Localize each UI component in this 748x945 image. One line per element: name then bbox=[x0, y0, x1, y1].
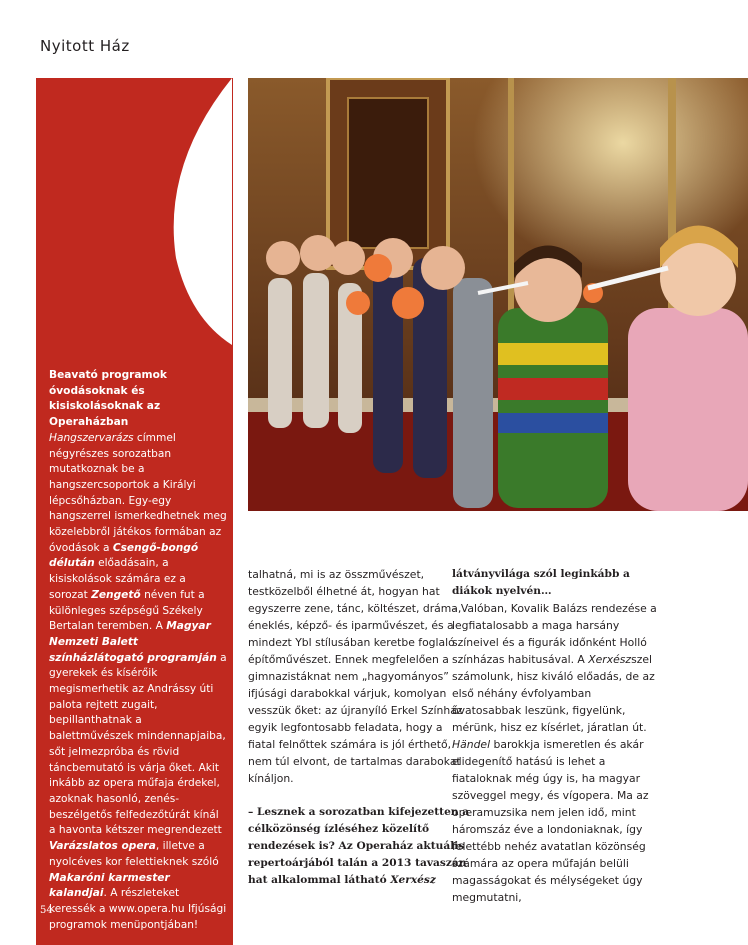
children-recorder-photo bbox=[248, 78, 748, 511]
interview-answer: – Valóban, Kovalik Balázs rendezése a legfiatalosabb a maga harsány színeivel és a figurák időnként Holló színházas habitusával. A Xerxészszel számolunk, hisz kiváló előadás, de az első néhány évfolyamban óvatosabbak leszünk, figyelünk, mérünk, hisz ez kísérlet, járatlan út. Händel barokkja ismeretlen és akár elidegenítő hatású is lehet a fiataloknak még úgy is, ha magyar szöveggel megy, és vígopera. Ma az operamuzsika nem jelen idő, mint háromszáz éve a londoniaknak, így felettébb nehéz avatatlan közönség számára az opera műfaján belüli magasságokat és mélységeket úgy megmutatni, bbox=[452, 602, 657, 904]
sidebar-heading: Beavató programok óvodásoknak és kisiskolásoknak az Operaházban bbox=[49, 369, 167, 429]
page-number: 54 bbox=[40, 905, 53, 916]
interview-question-cont: látványvilága szól leginkább a diákok nyelvén… bbox=[452, 568, 630, 597]
article-column-3 bbox=[452, 566, 657, 906]
decorative-arc bbox=[0, 0, 248, 360]
sidebar-text bbox=[49, 368, 227, 933]
column-paragraph: talhatná, mi is az összművészet, testközelből élhetné át, hogyan hat egyszerre zene, tánc, költészet, dráma, éneklés, képző- és iparművészet, és a mindezt Ybl stílusában keretbe foglaló építőművészet. Ennek megfelelően a gimnazistáknat nem „hagyományos” ifjúsági darabokkal várjuk, komolyan vesszük őket: az újranyíló Erkel Színház egyik legfontosabb feladata, hogy a fiatal felnőttek számára is jól érthető, nem túl elvont, de tartalmas darabokat kínáljon. bbox=[248, 568, 463, 785]
sidebar-body: Hangszervarázs címmel négyrészes sorozatban mutatkoznak be a hangszercsoportok a Királyi lépcsőházban. Egy-egy hangszerrel ismerkedhetnek meg közelebbről játékos formában az óvodások a Csengő-bongó délután előadásain, a kisiskolások számára ez a sorozat Zengető néven fut a különleges szépségű Székely Bertalan teremben. A Magyar Nemzeti Balett színházlátogató programján a gyerekek és kísérőik megismerhetik az Andrássy úti palota rejtett zugait, bepillanthatnak a balettművészek mindennapjaiba, sőt jelmezpróba és rövid táncbemutató is várja őket. Akit inkább az opera műfaja érdekel, azoknak hasonló, zenés-beszélgetős felfedezőtúrát kínál a havonta kétszer megrendezett Varázslatos opera, illetve a nyolcéves kor felettieknek szóló Makaróni karmester kalandjai. A részleteket keressék a www.opera.hu Ifjúsági programok menüpontjában! bbox=[49, 431, 227, 931]
section-title: Nyitott Ház bbox=[40, 37, 130, 55]
interview-question: – Lesznek a sorozatban kifejezetten a célközönség ízléséhez közelítő rendezések is? Az Operaház aktuális repertoárjából talán a 2013 tavaszán hat alkalommal látható Xerxész bbox=[248, 806, 470, 886]
article-column-2 bbox=[248, 566, 473, 889]
